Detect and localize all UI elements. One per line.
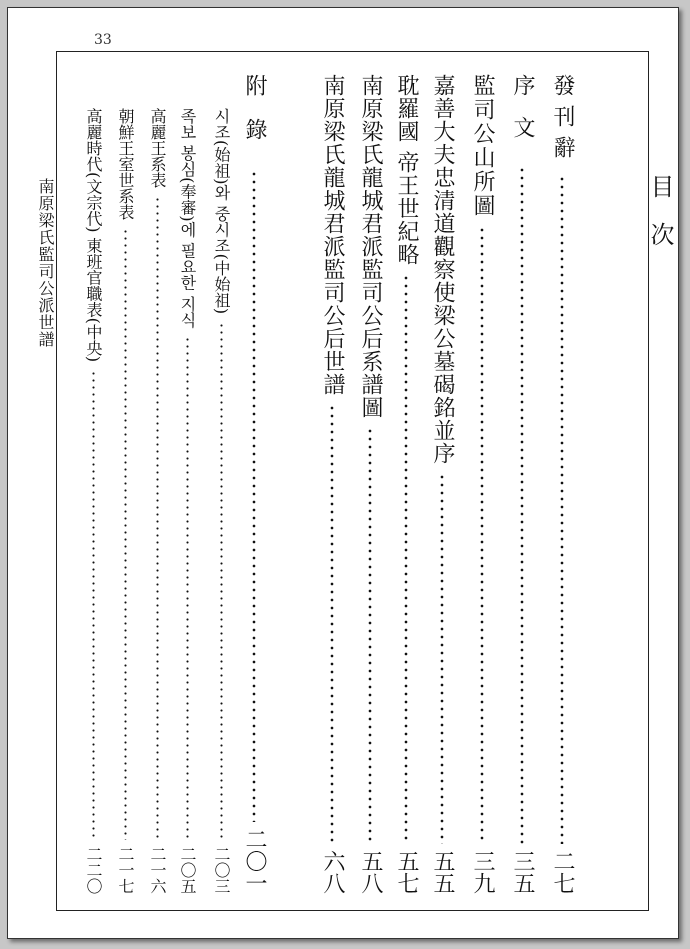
dot-leader xyxy=(252,170,256,822)
dot-leader xyxy=(404,274,408,844)
toc-entry-page: 三五 xyxy=(510,850,535,894)
toc-title: 目次 xyxy=(646,174,674,270)
appendix-item[interactable] xyxy=(113,108,137,894)
page-number: 33 xyxy=(94,32,112,48)
dot-leader xyxy=(186,336,189,840)
appendix-item-label: 족보 봉심(奉審)에 필요한 지식 xyxy=(178,108,197,328)
document-page xyxy=(7,7,679,939)
toc-entry[interactable] xyxy=(427,74,457,894)
appendix-item[interactable] xyxy=(175,108,199,894)
dot-leader xyxy=(560,175,564,844)
appendix-entry[interactable] xyxy=(239,74,269,894)
content-frame xyxy=(56,51,674,911)
toc-entry[interactable] xyxy=(391,74,421,894)
toc-entry-label: 耽羅國 帝王世紀略 xyxy=(394,74,419,266)
appendix-item[interactable] xyxy=(145,108,169,894)
toc-entry[interactable] xyxy=(467,74,497,894)
toc-entry[interactable] xyxy=(317,74,347,894)
dot-leader xyxy=(330,404,334,844)
appendix-item-label: 시조(始祖)와 중시조(中始祖) xyxy=(212,108,231,315)
appendix-item-page: 二一六 xyxy=(148,846,167,894)
dot-leader xyxy=(440,473,444,844)
dot-leader xyxy=(520,166,524,844)
appendix-item-page: 二二〇 xyxy=(84,846,103,894)
dot-leader xyxy=(220,322,223,840)
appendix-item[interactable] xyxy=(81,108,105,894)
toc-entry-page: 三九 xyxy=(470,850,495,894)
toc-entry-page: 六八 xyxy=(320,850,345,894)
dot-leader xyxy=(480,226,484,844)
toc-entry-page: 五五 xyxy=(430,850,455,894)
dot-leader xyxy=(92,370,95,840)
running-head: 南原梁氏監司公派世譜 xyxy=(36,178,55,348)
toc-entry-page: 五八 xyxy=(358,850,383,894)
toc-entry-page: 二七 xyxy=(550,850,575,894)
appendix-item-page: 二〇五 xyxy=(178,846,197,894)
toc-entry-label: 南原梁氏龍城君派監司公后系譜圖 xyxy=(358,74,383,419)
toc-entry-label: 序文 xyxy=(510,74,535,158)
toc-entry-label: 嘉善大夫忠清道觀察使梁公墓碣銘並序 xyxy=(430,74,455,465)
appendix-item[interactable] xyxy=(209,108,233,894)
appendix-page: 二〇一 xyxy=(242,828,267,894)
toc-entry[interactable] xyxy=(547,74,577,894)
toc-entry-label: 監司公山所圖 xyxy=(470,74,495,218)
appendix-title: 附錄 xyxy=(242,74,267,162)
toc-entry-label: 發刊辭 xyxy=(550,74,575,167)
appendix-item-page: 二〇三 xyxy=(212,846,231,894)
appendix-item-label: 高麗王系表 xyxy=(148,108,167,188)
toc-entry-page: 五七 xyxy=(394,850,419,894)
dot-leader xyxy=(368,427,372,844)
appendix-item-label: 高麗時代(文宗代) 東班官職表(中央) xyxy=(84,108,103,363)
dot-leader xyxy=(156,196,159,840)
toc-entry[interactable] xyxy=(355,74,385,894)
appendix-item-label: 朝鮮王室世系表 xyxy=(116,108,135,220)
dot-leader xyxy=(124,228,127,840)
toc-entry-label: 南原梁氏龍城君派監司公后世譜 xyxy=(320,74,345,396)
appendix-item-page: 二一七 xyxy=(116,846,135,894)
toc-entry[interactable] xyxy=(507,74,537,894)
